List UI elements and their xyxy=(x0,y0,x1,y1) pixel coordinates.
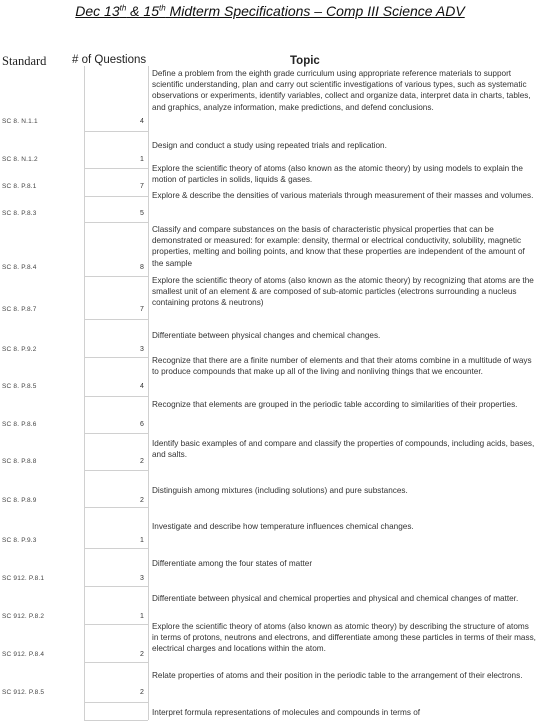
row-divider xyxy=(84,507,148,508)
header-topic: Topic xyxy=(290,55,320,67)
question-count: 1 xyxy=(140,537,144,544)
standard-code: SC 8. N.1.1 xyxy=(2,118,38,125)
question-count: 2 xyxy=(140,497,144,504)
standard-code: SC 8. P.8.8 xyxy=(2,458,37,465)
standard-code: SC 8. P.9.2 xyxy=(2,346,37,353)
standard-code: SC 8. P.8.7 xyxy=(2,306,37,313)
row-divider xyxy=(84,319,148,320)
topic-text: Explore the scientific theory of atoms (also known as atomic theory) by describing the structure of atoms in terms of protons, neutrons and electrons, and differentiate among these particles in terms of their mass, electrical charges and locations within the atom. xyxy=(152,622,536,654)
standard-code: SC 8. N.1.2 xyxy=(2,156,38,163)
topic-text: Define a problem from the eighth grade curriculum using appropriate reference materials to support scientific understanding, plan and carry out scientific investigations of various types, such as systematic observations or experiments, identify variables, collect and organize data, interpret data in charts, tables, and graphics, analyze information, make predictions, and defend conclusions. xyxy=(152,69,531,112)
topic-text: Interpret formula representations of molecules and compounds in terms of xyxy=(152,708,421,717)
question-count: 2 xyxy=(140,458,144,465)
topic-text: Identify basic examples of and compare and classify the properties of compounds, including acids, bases, and salts. xyxy=(152,439,535,460)
question-count: 5 xyxy=(140,210,144,217)
question-count: 6 xyxy=(140,421,144,428)
standard-code: SC 912. P.8.1 xyxy=(2,575,45,582)
question-count: 7 xyxy=(140,306,144,313)
topic-text: Explore & describe the densities of various materials through measurement of their masses and volumes. xyxy=(152,191,534,200)
topic-text: Classify and compare substances on the basis of characteristic physical properties that can be demonstrated or measured: for example: density, thermal or electrical conductivity, solubility, magnetic properties, melting and boiling points, and know that these properties are independent of the amount of the sample xyxy=(152,225,525,268)
row-divider xyxy=(84,196,148,197)
standard-code: SC 8. P.9.3 xyxy=(2,537,37,544)
row-divider xyxy=(84,222,148,223)
question-count: 7 xyxy=(140,183,144,190)
row-divider xyxy=(84,662,148,663)
topic-text: Recognize that elements are grouped in the periodic table according to similarities of their properties. xyxy=(152,400,518,409)
grid-line xyxy=(84,66,85,720)
topic-text: Differentiate between physical changes and chemical changes. xyxy=(152,331,381,340)
question-count: 3 xyxy=(140,575,144,582)
question-count: 4 xyxy=(140,118,144,125)
row-divider xyxy=(84,624,148,625)
row-divider xyxy=(84,396,148,397)
grid-line xyxy=(148,66,149,720)
topic-text: Design and conduct a study using repeated trials and replication. xyxy=(152,141,387,150)
row-divider xyxy=(84,131,148,132)
standard-code: SC 912. P.8.4 xyxy=(2,651,45,658)
standard-code: SC 8. P.8.6 xyxy=(2,421,37,428)
question-count: 8 xyxy=(140,264,144,271)
row-divider xyxy=(84,548,148,549)
standard-code: SC 8. P.8.1 xyxy=(2,183,37,190)
row-divider xyxy=(84,168,148,169)
standard-code: SC 8. P.8.5 xyxy=(2,383,37,390)
topic-text: Distinguish among mixtures (including solutions) and pure substances. xyxy=(152,486,408,495)
question-count: 1 xyxy=(140,156,144,163)
standard-code: SC 8. P.8.4 xyxy=(2,264,37,271)
question-count: 1 xyxy=(140,613,144,620)
standard-code: SC 912. P.8.5 xyxy=(2,689,45,696)
row-divider xyxy=(84,470,148,471)
question-count: 4 xyxy=(140,383,144,390)
topic-text: Recognize that there are a finite number of elements and that their atoms combine in a multitude of ways to produce compounds that make up all of the living and nonliving things that we encounter. xyxy=(152,356,532,377)
topic-text: Explore the scientific theory of atoms (also known as the atomic theory) by recognizing that atoms are the smallest unit of an element & are composed of sub-atomic particles (electrons surrounding a nucleus containing protons & neutrons) xyxy=(152,276,534,308)
topic-text: Investigate and describe how temperature influences chemical changes. xyxy=(152,522,414,531)
question-count: 2 xyxy=(140,689,144,696)
header-standard: Standard xyxy=(2,54,47,68)
topic-text: Differentiate between physical and chemical properties and physical and chemical changes of matter. xyxy=(152,594,519,603)
standard-code: SC 912. P.8.2 xyxy=(2,613,45,620)
header-questions: # of Questions xyxy=(72,54,147,66)
topic-text: Explore the scientific theory of atoms (also known as the atomic theory) by using models to explain the motion of particles in solids, liquids & gases. xyxy=(152,164,523,185)
standard-code: SC 8. P.8.3 xyxy=(2,210,37,217)
topic-text: Differentiate among the four states of matter xyxy=(152,559,313,568)
row-divider xyxy=(84,702,148,703)
question-count: 3 xyxy=(140,346,144,353)
topic-text: Relate properties of atoms and their position in the periodic table to the arrangement of their electrons. xyxy=(152,671,523,680)
standard-code: SC 8. P.8.9 xyxy=(2,497,37,504)
document-title: Dec 13th & 15th Midterm Specifications – Comp III Science ADV xyxy=(75,3,465,19)
row-divider xyxy=(84,433,148,434)
row-divider xyxy=(84,586,148,587)
row-divider xyxy=(84,357,148,358)
question-count: 2 xyxy=(140,651,144,658)
row-divider xyxy=(84,276,148,277)
